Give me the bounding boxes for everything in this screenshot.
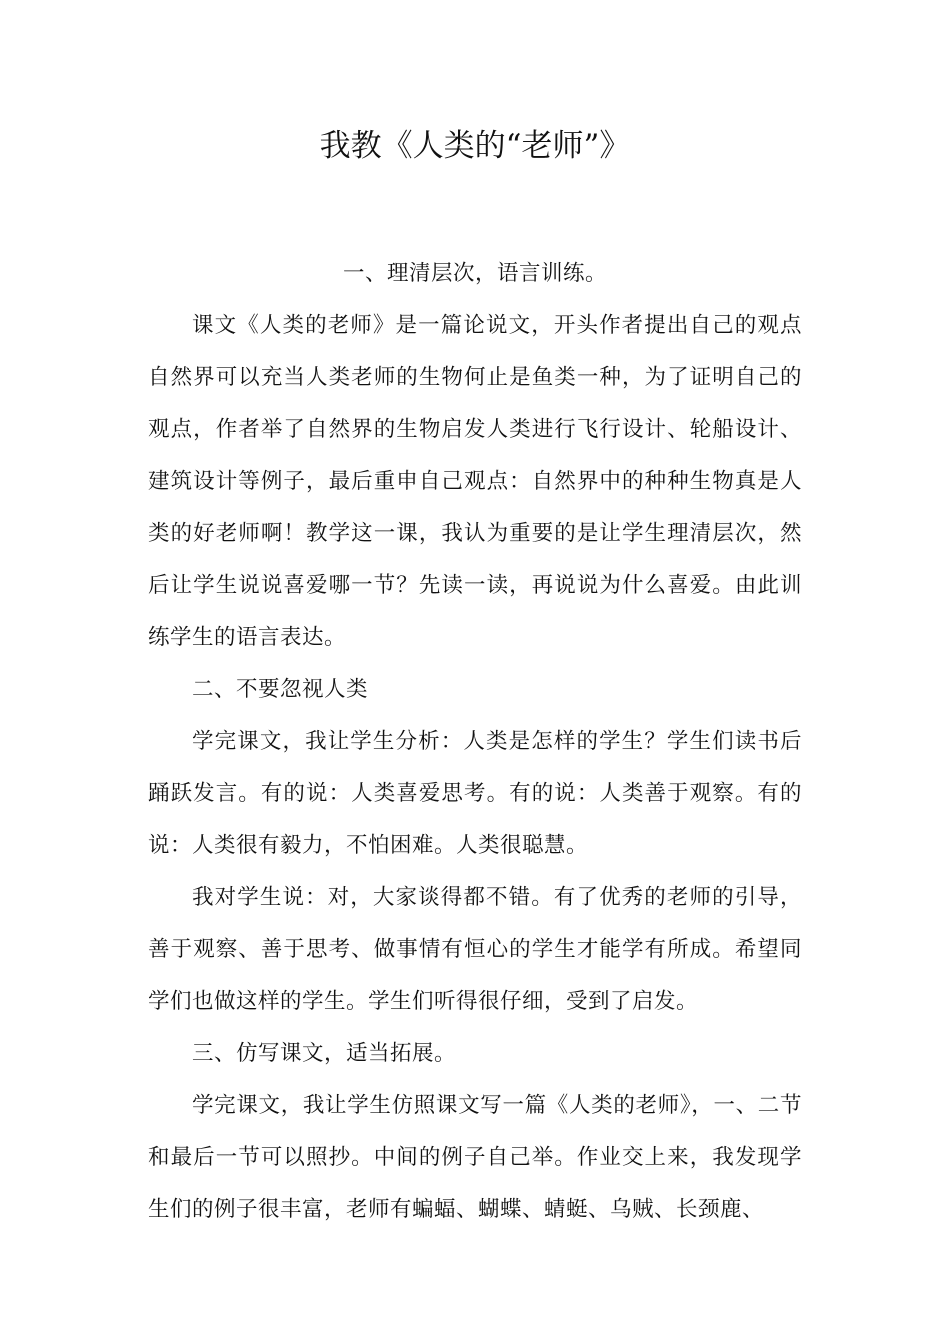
paragraph-3: 我对学生说：对，大家谈得都不错。有了优秀的老师的引导，善于观察、善于思考、做事情有恒心的学生才能学有所成。希望同学们也做这样的学生。学生们听得很仔细，受到了启发。 (148, 885, 802, 1014)
section-heading-2: 二、不要忽视人类 (192, 677, 369, 702)
paragraph-2: 学完课文，我让学生分析：人类是怎样的学生？学生们读书后踊跃发言。有的说：人类喜爱思考。有的说：人类善于观察。有的说：人类很有毅力，不怕困难。人类很聪慧。 (148, 729, 802, 858)
paragraph-1: 课文《人类的老师》是一篇论说文，开头作者提出自己的观点自然界可以充当人类老师的生物何止是鱼类一种，为了证明自己的观点，作者举了自然界的生物启发人类进行飞行设计、轮船设计、建筑设计等例子，最后重申自己观点：自然界中的种种生物真是人类的好老师啊！教学这一课，我认为重要的是让学生理清层次，然后让学生说说喜爱哪一节？先读一读，再说说为什么喜爱。由此训练学生的语言表达。 (148, 313, 802, 650)
document-body (148, 248, 802, 1236)
section-heading-1: 一、理清层次，语言训练。 (342, 261, 607, 286)
section-heading-3: 三、仿写课文，适当拓展。 (192, 1041, 457, 1066)
document-title: 我教《人类的“老师”》 (319, 128, 631, 164)
paragraph-4: 学完课文，我让学生仿照课文写一篇《人类的老师》，一、二节和最后一节可以照抄。中间的例子自己举。作业交上来，我发现学生们的例子很丰富，老师有蝙蝠、蝴蝶、蜻蜓、乌贼、长颈鹿、 (148, 1093, 802, 1222)
